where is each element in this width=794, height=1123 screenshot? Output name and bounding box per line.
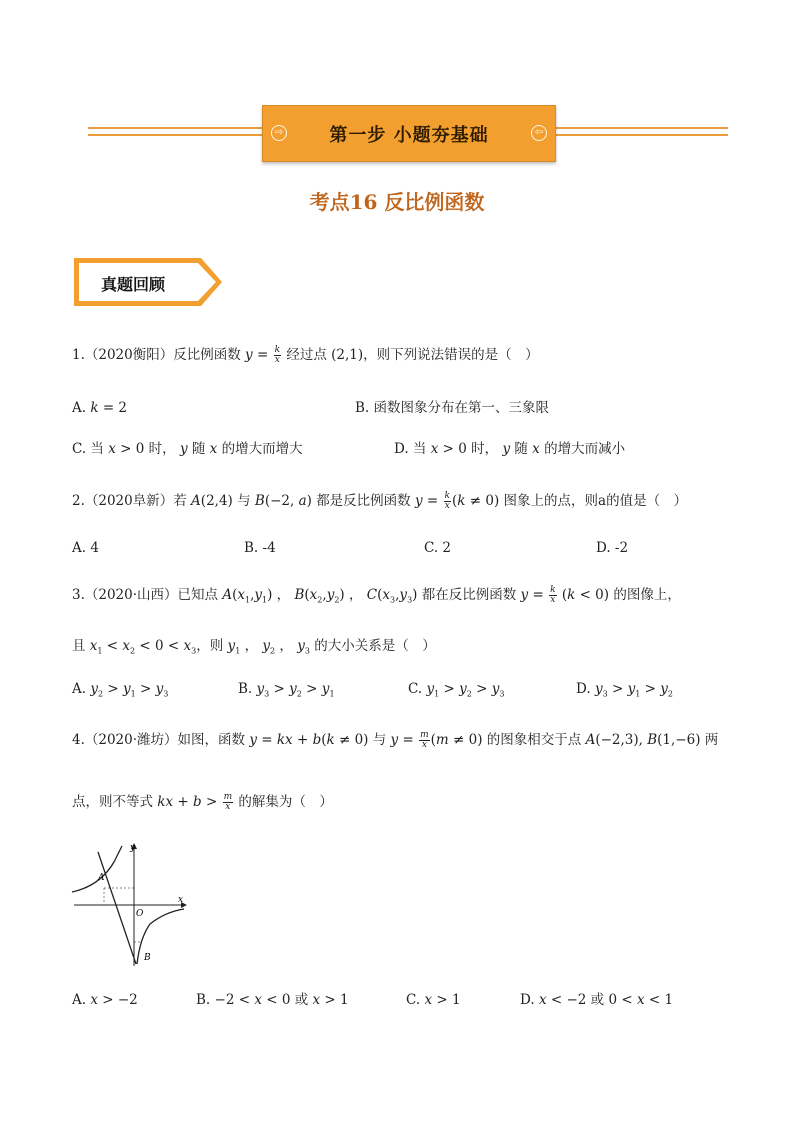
question-3: 3.（2020·山西）已知点 $A(x_1,y_1)$ ， $B(x_2,y_2)$ ， $C(x_3,y_3)$ 都在反比例函数 y = $\frac{k}{x}$ (k < 0) 的图像上， [72, 585, 681, 605]
svg-text:A: A [98, 873, 105, 883]
question-3-line2: 且 $x_1 < x_2 < 0 < x_3$，则 $y_1$ ， $y_2$ ， $y_3$ 的大小关系是（ ） [72, 638, 436, 656]
option-1a: A. k = 2 [72, 400, 128, 416]
option-2c: C. 2 [424, 540, 452, 556]
linear-function-line [98, 852, 136, 964]
hyperbola-left-branch [72, 846, 122, 892]
option-2b: B. -4 [244, 540, 276, 556]
section-tag-label: 真题回顾 [101, 275, 166, 294]
svg-text:y: y [130, 843, 136, 853]
option-3c: C. $y_1 > y_2 > y_3$ [408, 681, 505, 699]
option-1c: C. 当 x > 0 时， y 随 x 的增大而增大 [72, 441, 303, 457]
option-2d: D. -2 [596, 540, 629, 556]
option-3d: D. $y_3 > y_1 > y_2$ [576, 681, 673, 699]
question-1: 1.（2020衡阳）反比例函数 y = $\frac{k}{x}$ 经过点 (2,1)，则下列说法错误的是（ ） [72, 345, 539, 365]
arrow-right-icon: ⇨ [271, 125, 287, 141]
section-tag [73, 257, 223, 307]
question-4: 4.（2020·潍坊）如图，函数 y = kx + b(k ≠ 0) 与 y = $\frac{m}{x}$ (m ≠ 0) 的图象相交于点 A(−2,3), B(1,−6) 两 [72, 730, 719, 750]
question-4-line2: 点，则不等式 kx + b > $\frac{m}{x}$ 的解集为（ ） [72, 792, 333, 812]
title-banner [262, 105, 556, 162]
option-3b: B. $y_3 > y_2 > y_1$ [238, 681, 335, 699]
arrow-left-icon: ⇦ [531, 125, 547, 141]
function-graph [70, 842, 188, 968]
option-4c: C. x > 1 [406, 992, 461, 1008]
svg-text:B: B [144, 953, 151, 963]
option-2a: A. 4 [72, 540, 99, 556]
option-1b: B. 函数图象分布在第一、三象限 [355, 400, 550, 416]
option-4d: D. x < −2 或 0 < x < 1 [520, 992, 674, 1008]
option-4b: B. −2 < x < 0 或 x > 1 [196, 992, 349, 1008]
svg-text:O: O [136, 909, 144, 919]
page-subtitle: 考点16 反比例函数 [309, 190, 485, 214]
option-4a: A. x > −2 [72, 992, 138, 1008]
banner-title: 第一步 小题夯基础 [329, 124, 489, 146]
svg-text:x: x [178, 895, 184, 905]
option-1d: D. 当 x > 0 时， y 随 x 的增大而减小 [394, 441, 626, 457]
option-3a: A. $y_2 > y_1 > y_3$ [72, 681, 169, 699]
question-2: 2.（2020阜新）若 A(2,4) 与 B(−2, a) 都是反比例函数 y = $\frac{k}{x}$ (k ≠ 0) 图象上的点，则a的值是（ ） [72, 491, 688, 511]
